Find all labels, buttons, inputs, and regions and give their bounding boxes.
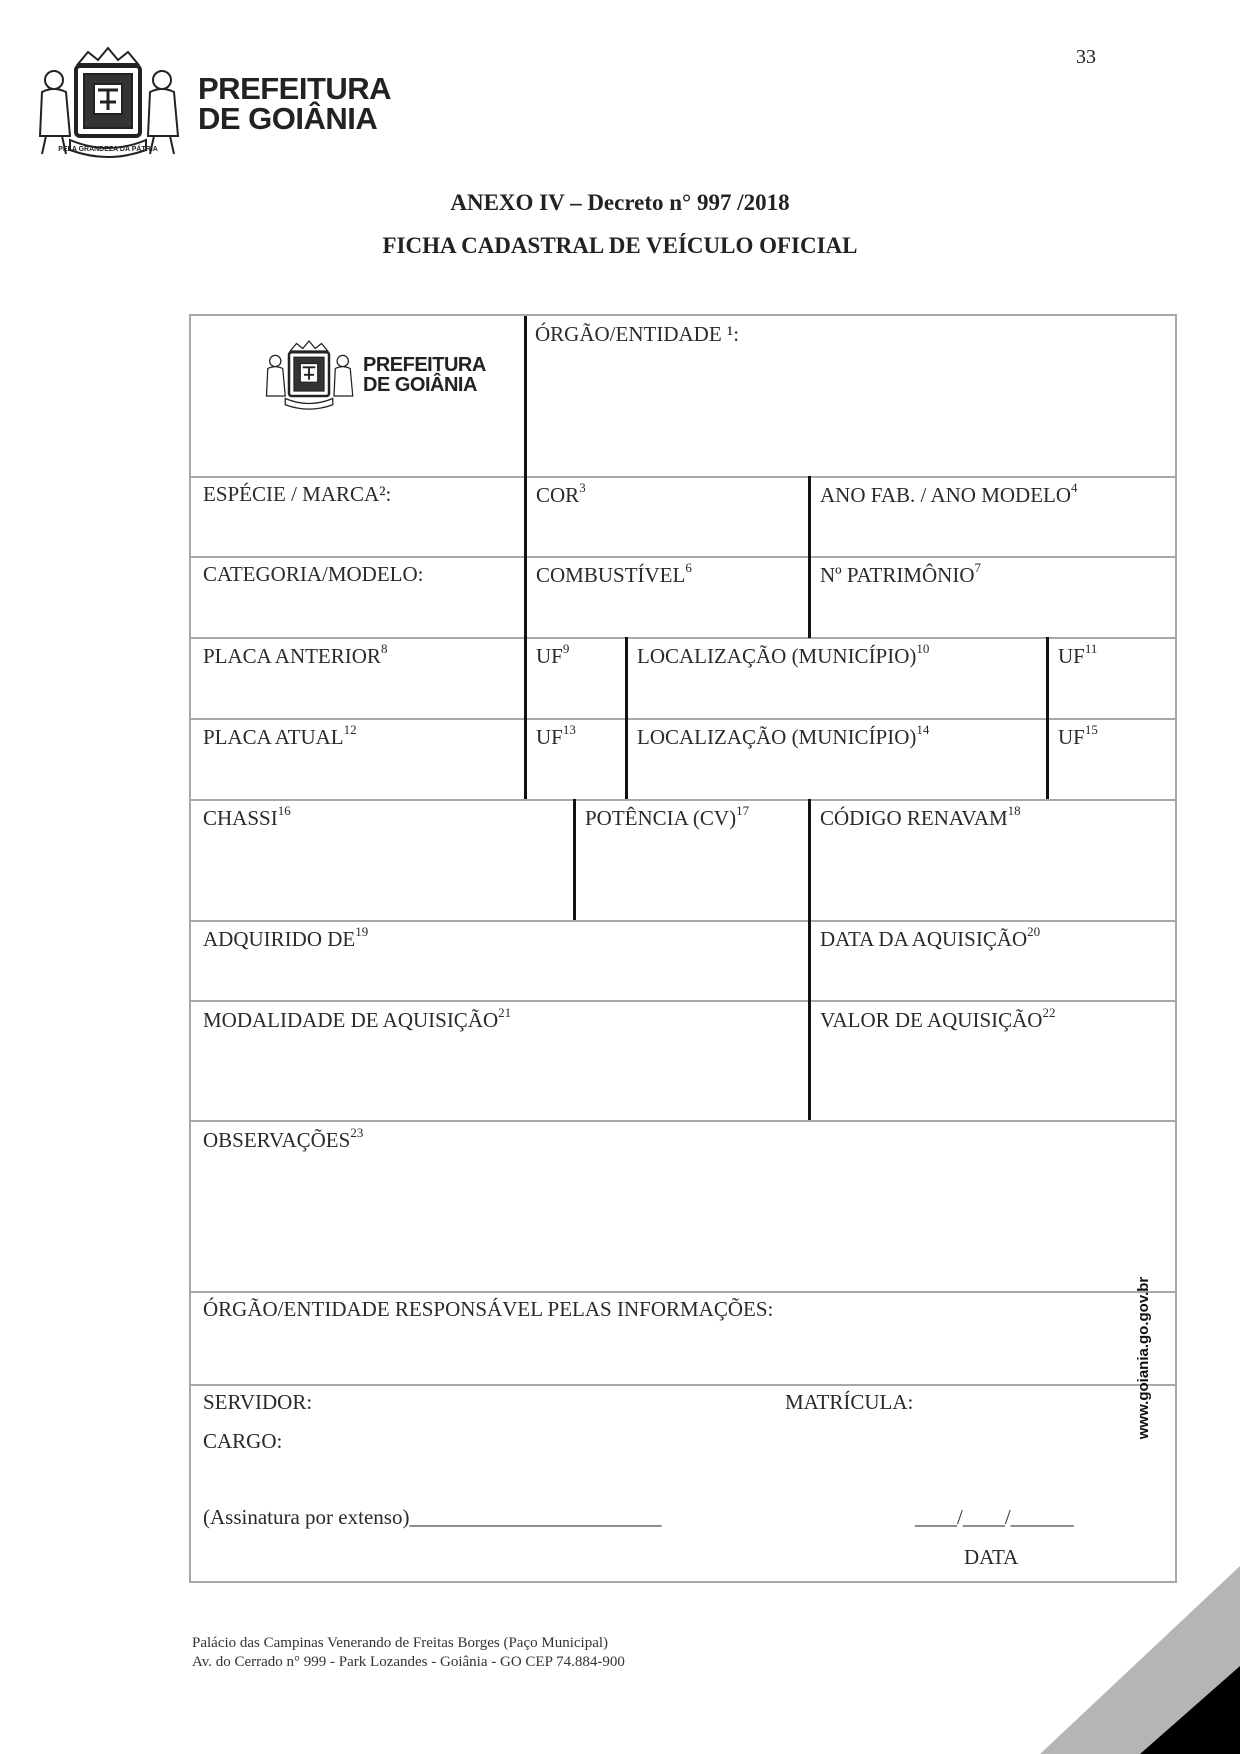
footer-line-2: Av. do Cerrado n° 999 - Park Lozandes - Goiânia - GO CEP 74.884-900 [192,1654,625,1670]
modalidade-label: MODALIDADE DE AQUISIÇÃO$^{21}$ [203,1005,512,1032]
ano-label: ANO FAB. / ANO MODELO$^4$ [820,480,1078,507]
orgao-responsavel-label: ÓRGÃO/ENTIDADE RESPONSÁVEL PELAS INFORMAÇÕES: [203,1297,774,1321]
footer-line-1: Palácio das Campinas Venerando de Freitas Borges (Paço Municipal) [192,1635,609,1651]
form-logo [259,326,486,426]
vehicle-registration-form [189,314,1177,1583]
adquirido-de-label: ADQUIRIDO DE$^{19}$ [203,924,369,951]
localizacao-label: LOCALIZAÇÃO (MUNICÍPIO)$^{10}$ [637,641,930,668]
combustivel-label: COMBUSTÍVEL$^6$ [536,560,692,587]
renavam-label: CÓDIGO RENAVAM$^{18}$ [820,803,1021,830]
corner-decoration-icon [1040,1566,1240,1754]
brand-line-2: DE GOIÂNIA [198,101,378,136]
uf-label: UF$^{11}$ [1058,641,1098,668]
coat-of-arms-icon [28,44,188,164]
data-aquisicao-label: DATA DA AQUISIÇÃO$^{20}$ [820,924,1041,951]
observacoes-label: OBSERVAÇÕES$^{23}$ [203,1125,364,1152]
brand-line-1: PREFEITURA [198,70,392,106]
uf-label: $UF^9$ [536,641,570,668]
potencia-label: POTÊNCIA (CV)$^{17}$ [585,803,750,830]
patrimonio-label: Nº PATRIMÔNIO$^7$ [820,560,982,587]
uf-label: UF$^{13}$ [536,722,576,749]
date-label: DATA [964,1545,1019,1569]
servidor-label: SERVIDOR: [203,1390,313,1414]
footer-address [192,1634,625,1672]
matricula-label: MATRÍCULA: [785,1390,914,1414]
placa-atual-label: PLACA ATUAL$^{12}$ [203,722,357,749]
valor-aquisicao-label: VALOR DE AQUISIÇÃO$^{22}$ [820,1005,1056,1032]
prefeitura-logo [28,44,391,164]
cor-label: COR$^3$ [536,480,586,507]
svg-text:PELA GRANDEZA DA PÁTRIA: PELA GRANDEZA DA PÁTRIA [58,146,158,153]
cargo-label: CARGO: [203,1429,283,1453]
signature-line: (Assinatura por extenso)________________________ [203,1505,662,1529]
especie-marca-label: ESPÉCIE / MARCA²: [203,482,392,506]
page-number: 33 [1076,46,1096,68]
localizacao-label: LOCALIZAÇÃO (MUNICÍPIO)$^{14}$ [637,722,930,749]
document-subtitle: FICHA CADASTRAL DE VEÍCULO OFICIAL [382,233,858,258]
coat-of-arms-icon [259,326,359,426]
orgao-entidade-label: ÓRGÃO/ENTIDADE ¹: [535,322,740,346]
date-blank: ____/____/______ [915,1505,1074,1529]
categoria-modelo-label: CATEGORIA/MODELO: [203,562,424,586]
uf-label: UF$^{15}$ [1058,722,1098,749]
chassi-label: CHASSI$^{16}$ [203,803,291,830]
form-brand-line-2: DE GOIÂNIA [363,374,477,396]
website-url: www.goiania.go.gov.br [1135,1276,1152,1440]
placa-anterior-label: PLACA ANTERIOR$^8$ [203,641,388,668]
form-brand-line-1: PREFEITURA [363,354,486,377]
document-title: ANEXO IV – Decreto n° 997 /2018 [450,190,790,215]
